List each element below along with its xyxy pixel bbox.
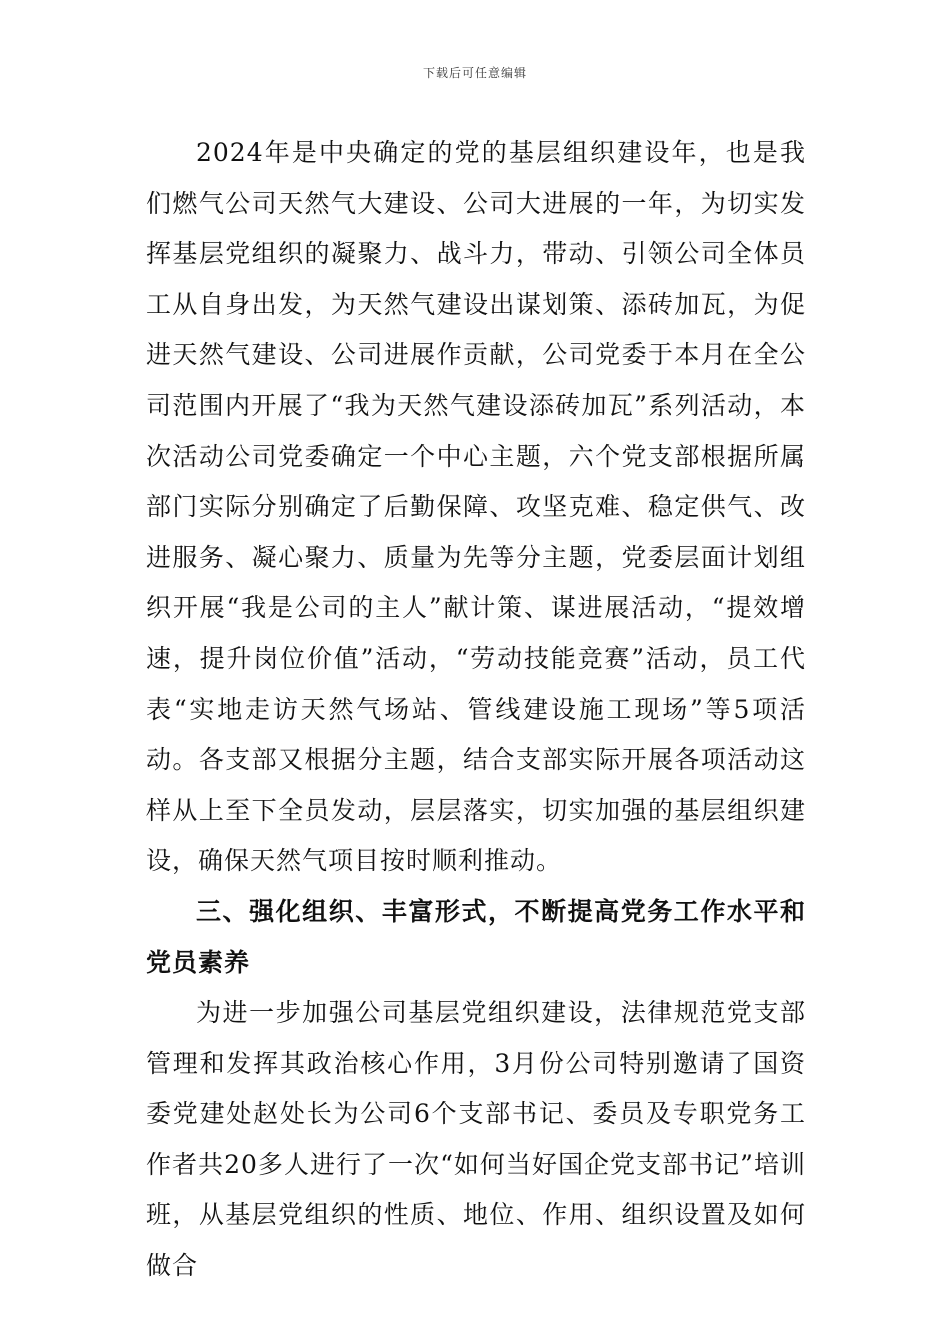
section-heading: 三、强化组织、丰富形式，不断提高党务工作水平和党员素养 — [146, 896, 806, 977]
body-paragraph-1: 2024年是中央确定的党的基层组织建设年，也是我们燃气公司天然气大建设、公司大进展的一年，为切实发挥基层党组织的凝聚力、战斗力，带动、引领公司全体员工从自身出发，为天然气建设出谋划策、添砖加瓦，为促进天然气建设、公司进展作贡献，公司党委于本月在全公司范围内开展了“我为天然气建设添砖加瓦”系列活动，本次活动公司党委确定一个中心主题，六个党支部根据所属部门实际分别确定了后勤保障、攻坚克难、稳定供气、改进服务、凝心聚力、质量为先等分主题，党委层面计划组织开展“我是公司的主人”献计策、谋进展活动，“提效增速，提升岗位价值”活动，“劳动技能竞赛”活动，员工代表“实地走访天然气场站、管线建设施工现场”等5项活动。各支部又根据分主题，结合支部实际开展各项活动这样从上至下全员发动，层层落实，切实加强的基层组织建设，确保天然气项目按时顺利推动。 — [146, 138, 806, 876]
body-paragraph-2: 为进一步加强公司基层党组织建设，法律规范党支部管理和发挥其政治核心作用，3月份公司特别邀请了国资委党建处赵处长为公司6个支部书记、委员及专职党务工作者共20多人进行了一次“如何当好国企党支部书记”培训班，从基层党组织的性质、地位、作用、组织设置及如何做合 — [146, 998, 806, 1281]
document-body — [146, 128, 806, 1292]
page-header-note: 下载后可任意编辑 — [422, 66, 527, 80]
